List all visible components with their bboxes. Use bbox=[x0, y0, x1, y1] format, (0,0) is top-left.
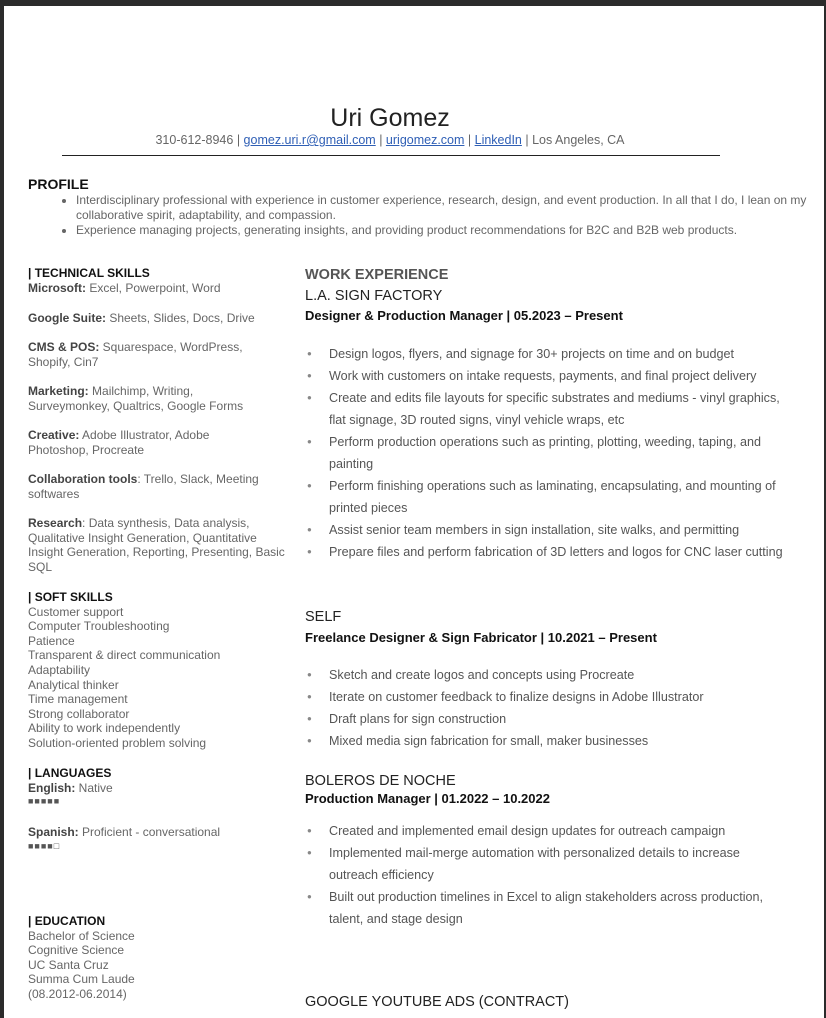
language-level: Proficient - conversational bbox=[78, 825, 221, 839]
skill-text: Adobe Illustrator, Adobe Photoshop, Procreate bbox=[28, 428, 210, 457]
education bbox=[28, 914, 298, 1002]
job-bullet: ● Work with customers on intake requests, payments, and final project delivery bbox=[305, 365, 785, 387]
phone: 310-612-8946 bbox=[155, 133, 234, 147]
technical-skills-heading: | TECHNICAL SKILLS bbox=[28, 266, 150, 280]
soft-skill-item: Analytical thinker bbox=[28, 677, 119, 692]
separator: | bbox=[233, 133, 244, 147]
soft-skills bbox=[28, 590, 298, 751]
skill-text: Sheets, Slides, Docs, Drive bbox=[106, 311, 255, 325]
job-company: L.A. SIGN FACTORY bbox=[305, 288, 443, 304]
skill-group bbox=[28, 428, 248, 457]
soft-skill-item: Patience bbox=[28, 633, 75, 648]
job-company: SELF bbox=[305, 609, 342, 625]
job-bullet: ● Sketch and create logos and concepts using Procreate bbox=[305, 664, 785, 686]
soft-skill-item: Transparent & direct communication bbox=[28, 648, 221, 663]
education-line: (08.2012-06.2014) bbox=[28, 986, 127, 1001]
email-link[interactable]: gomez.uri.r@gmail.com bbox=[243, 133, 376, 147]
skill-text: : Trello, Slack, Meeting softwares bbox=[28, 472, 259, 501]
language-label: Spanish: bbox=[28, 825, 79, 839]
profile-item: • Interdisciplinary professional with experience in customer experience, research, design, and event production. In all that I do, I lean on my collaborative spirit, adaptability, and compassion. bbox=[76, 193, 826, 223]
job-bullet: ● Prepare files and perform fabrication of 3D letters and logos for CNC laser cutting bbox=[305, 541, 785, 563]
education-line: UC Santa Cruz bbox=[28, 957, 109, 972]
job-company: BOLEROS DE NOCHE bbox=[305, 773, 456, 789]
job-role: Freelance Designer & Sign Fabricator | 10.2021 – Present bbox=[305, 630, 657, 645]
skill-label: CMS & POS: bbox=[28, 340, 100, 354]
candidate-name: Uri Gomez bbox=[330, 104, 450, 132]
job-bullet: ● Perform finishing operations such as laminating, encapsulating, and mounting of printed pieces bbox=[305, 475, 785, 519]
job-bullet: ● Perform production operations such as printing, plotting, weeding, taping, and painting bbox=[305, 431, 785, 475]
linkedin-link[interactable]: LinkedIn bbox=[474, 133, 522, 147]
job-bullets bbox=[305, 343, 785, 563]
skill-text: Mailchimp, Writing, Surveymonkey, Qualtrics, Google Forms bbox=[28, 384, 244, 413]
language-rating: ■■■■□ bbox=[28, 840, 61, 851]
job-role: Designer & Production Manager | 05.2023 – Present bbox=[305, 308, 623, 323]
language-item bbox=[28, 781, 298, 796]
language-rating: ■■■■■ bbox=[28, 796, 61, 807]
location: Los Angeles, CA bbox=[532, 133, 625, 147]
separator: | bbox=[464, 133, 475, 147]
work-experience-heading: WORK EXPERIENCE bbox=[305, 267, 449, 283]
header-divider bbox=[62, 155, 720, 156]
soft-skills-heading: | SOFT SKILLS bbox=[28, 590, 113, 604]
skill-label: Microsoft: bbox=[28, 280, 86, 295]
job-bullet: ● Built out production timelines in Excel to align stakeholders across production, talent, and stage design bbox=[305, 886, 785, 930]
profile-heading: PROFILE bbox=[28, 176, 89, 192]
soft-skill-item: Strong collaborator bbox=[28, 706, 130, 721]
job-bullet: ● Design logos, flyers, and signage for 30+ projects on time and on budget bbox=[305, 343, 785, 365]
contact-line bbox=[4, 133, 776, 147]
technical-skills bbox=[28, 266, 298, 295]
skill-group bbox=[28, 311, 298, 326]
profile-list bbox=[50, 193, 826, 238]
education-line: Summa Cum Laude bbox=[28, 972, 135, 987]
languages bbox=[28, 766, 298, 807]
job-bullets bbox=[305, 664, 785, 752]
soft-skill-item: Adaptability bbox=[28, 662, 91, 677]
soft-skill-item: Solution-oriented problem solving bbox=[28, 735, 207, 750]
skill-text: : Data synthesis, Data analysis, Qualitative Insight Generation, Quantitative Insight Generation, Reporting, Presenting, Basic SQL bbox=[28, 516, 285, 574]
language-level: Native bbox=[75, 780, 113, 795]
profile-item: • Experience managing projects, generating insights, and providing product recommendations for B2C and B2B web products. bbox=[76, 223, 826, 238]
skill-label: Marketing: bbox=[28, 384, 89, 398]
job-bullet: ● Iterate on customer feedback to finalize designs in Adobe Illustrator bbox=[305, 686, 785, 708]
skill-group bbox=[28, 516, 294, 574]
job-bullet: ● Draft plans for sign construction bbox=[305, 708, 785, 730]
job-role: Production Manager | 01.2022 – 10.2022 bbox=[305, 791, 550, 806]
skill-group bbox=[28, 472, 293, 501]
skill-label: Research bbox=[28, 516, 83, 530]
soft-skill-item: Ability to work independently bbox=[28, 721, 181, 736]
resume-page bbox=[4, 6, 824, 1018]
education-line: Bachelor of Science bbox=[28, 928, 135, 943]
job-bullet: ● Mixed media sign fabrication for small, maker businesses bbox=[305, 730, 785, 752]
soft-skill-item: Computer Troubleshooting bbox=[28, 619, 170, 634]
website-link[interactable]: urigomez.com bbox=[385, 133, 465, 147]
education-heading: | EDUCATION bbox=[28, 914, 106, 928]
skill-group bbox=[28, 281, 298, 296]
separator: | bbox=[375, 133, 386, 147]
job-bullets bbox=[305, 820, 785, 930]
skill-label: Creative: bbox=[28, 428, 80, 442]
skill-text: Squarespace, WordPress, Shopify, Cin7 bbox=[28, 340, 243, 369]
job-bullet: ● Implemented mail-merge automation with personalized details to increase outreach efficiency bbox=[305, 842, 785, 886]
education-line: Cognitive Science bbox=[28, 943, 125, 958]
job-bullet: ● Assist senior team members in sign installation, site walks, and permitting bbox=[305, 519, 785, 541]
languages-heading: | LANGUAGES bbox=[28, 766, 112, 780]
skill-label: Collaboration tools bbox=[28, 472, 138, 486]
soft-skill-item: Customer support bbox=[28, 604, 124, 619]
language-label: English: bbox=[28, 780, 76, 795]
skill-group bbox=[28, 384, 258, 413]
language-item bbox=[28, 825, 298, 852]
skill-text: Excel, Powerpoint, Word bbox=[86, 280, 221, 295]
job-bullet: ● Created and implemented email design updates for outreach campaign bbox=[305, 820, 785, 842]
job-company: GOOGLE YOUTUBE ADS (CONTRACT) bbox=[305, 994, 569, 1010]
skill-group bbox=[28, 340, 268, 369]
job-bullet: ● Create and edits file layouts for specific substrates and mediums - vinyl graphics, flat signage, 3D routed signs, vinyl vehicle wraps, etc bbox=[305, 387, 785, 431]
skill-label: Google Suite: bbox=[28, 311, 106, 325]
soft-skill-item: Time management bbox=[28, 692, 128, 707]
separator: | bbox=[521, 133, 533, 147]
